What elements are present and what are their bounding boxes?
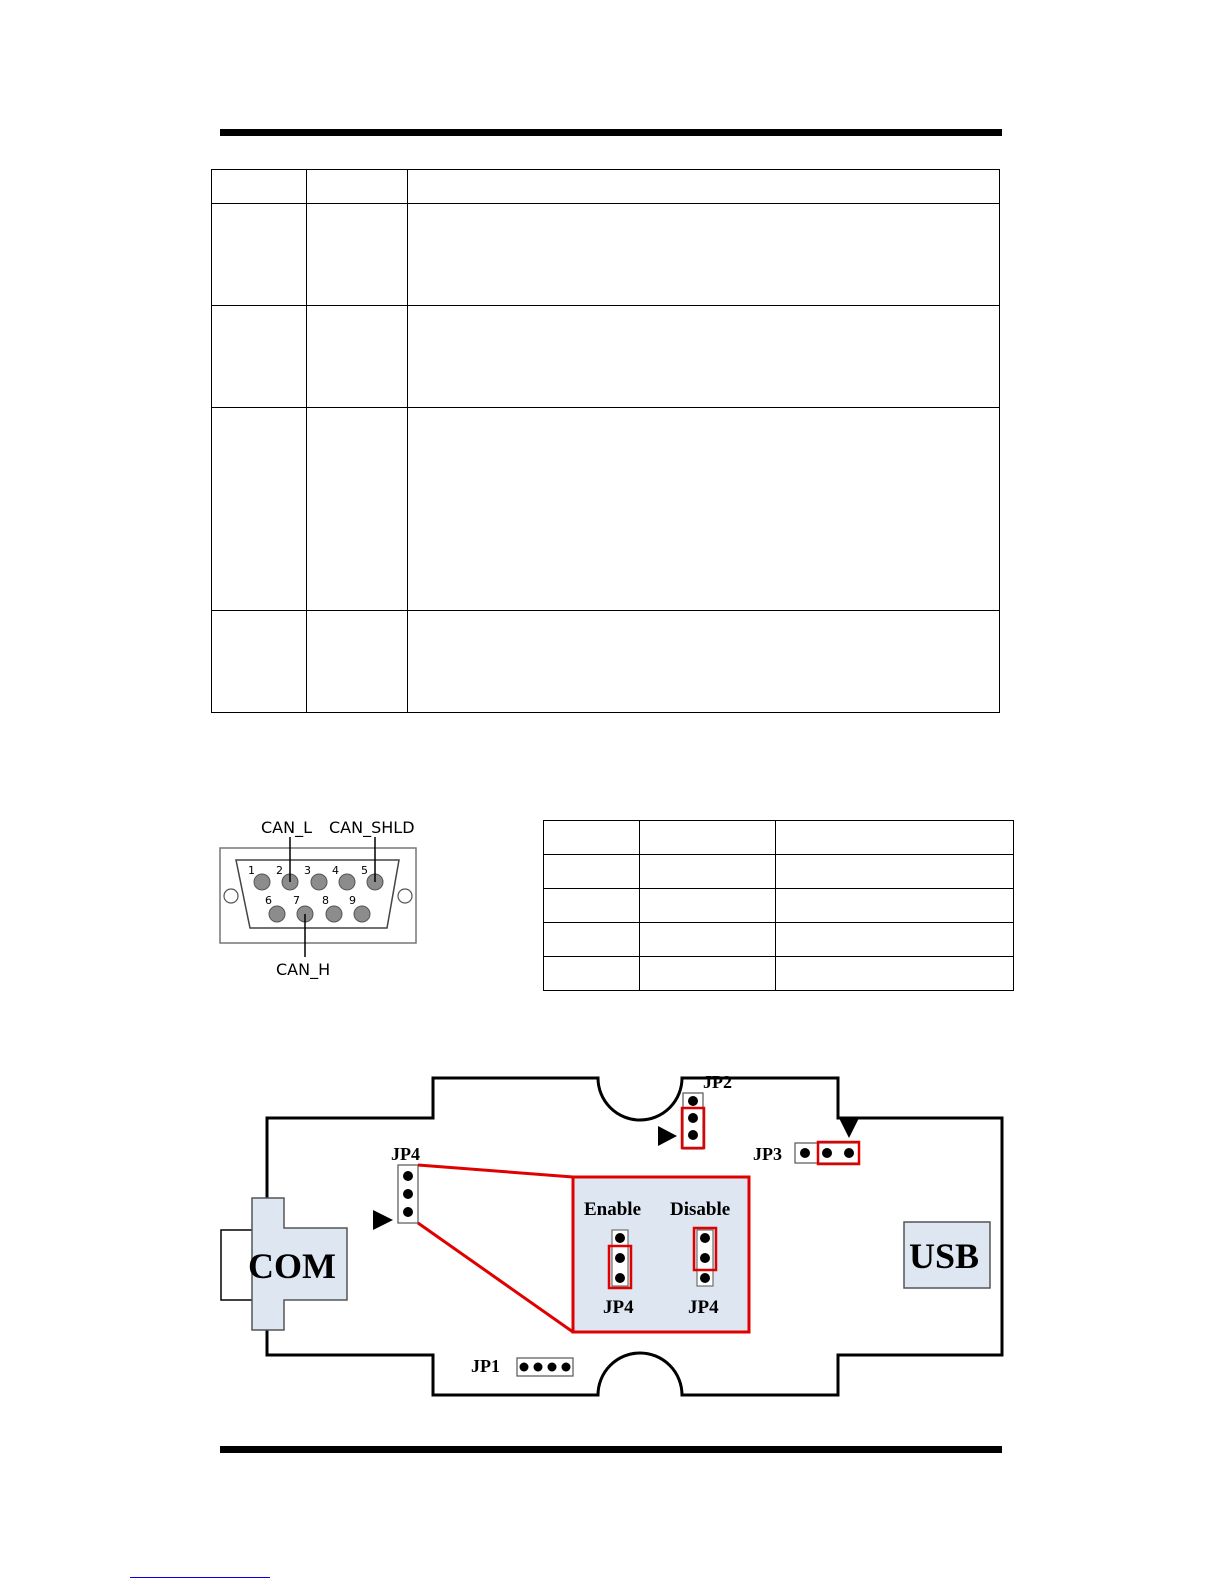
table-cell (544, 923, 640, 957)
pin-number: 6 (265, 894, 272, 907)
pin-4 (339, 874, 355, 890)
table-row (544, 855, 1014, 889)
pin-number: 4 (332, 864, 339, 877)
mounting-hole-left (224, 889, 238, 903)
jp1-label: JP1 (471, 1356, 500, 1376)
table-cell (776, 923, 1014, 957)
jp2-label: JP2 (703, 1072, 732, 1092)
table-header-row (544, 821, 1014, 855)
table-cell (544, 855, 640, 889)
pin-6 (269, 906, 285, 922)
table-cell (307, 306, 408, 408)
table-cell (408, 204, 1000, 306)
jp4-enable-caption: JP4 (603, 1297, 634, 1318)
disable-label: Disable (670, 1199, 731, 1220)
jp4-disable-caption: JP4 (688, 1297, 719, 1318)
pin-number: 7 (293, 894, 300, 907)
table-cell (640, 923, 776, 957)
footer-rule (220, 1446, 1002, 1453)
table-row (544, 923, 1014, 957)
jp2-pin (688, 1096, 698, 1106)
pin-8 (326, 906, 342, 922)
table-cell (544, 821, 640, 855)
jp3-pin (822, 1148, 832, 1158)
table-row (544, 889, 1014, 923)
jp4-disable-pin (700, 1233, 710, 1243)
pin-number: 9 (349, 894, 356, 907)
can-h-label: CAN_H (276, 960, 331, 979)
jp2-pin (688, 1130, 698, 1140)
pin-3 (311, 874, 327, 890)
table-cell (544, 957, 640, 991)
header-rule (220, 129, 1002, 136)
table-cell (307, 170, 408, 204)
table-cell (307, 611, 408, 713)
pin-number: 2 (276, 864, 283, 877)
pin-number: 5 (361, 864, 368, 877)
pin-number: 8 (322, 894, 329, 907)
jp4-pin (403, 1207, 413, 1217)
table-cell (776, 855, 1014, 889)
jp4-enable-pin (615, 1233, 625, 1243)
mounting-hole-right (398, 889, 412, 903)
usb-label: USB (909, 1236, 980, 1276)
pin-9 (354, 906, 370, 922)
table-cell (212, 170, 307, 204)
table-cell (212, 306, 307, 408)
table-row (212, 611, 1000, 713)
jp4-label: JP4 (391, 1144, 420, 1164)
jp2-pin (688, 1113, 698, 1123)
table-cell (408, 408, 1000, 611)
table-header-row (212, 170, 1000, 204)
table-cell (212, 611, 307, 713)
board-jumper-layout-diagram (215, 1060, 1005, 1425)
pin-number: 3 (304, 864, 311, 877)
jp4-pin (403, 1171, 413, 1181)
table-cell (640, 957, 776, 991)
pin-number: 1 (248, 864, 255, 877)
table-cell (776, 821, 1014, 855)
table-cell (408, 170, 1000, 204)
enable-label: Enable (584, 1199, 642, 1220)
table-cell (776, 889, 1014, 923)
jp3-pin (844, 1148, 854, 1158)
jp4-disable-pin (700, 1273, 710, 1283)
jp3-label: JP3 (753, 1144, 782, 1164)
jp4-enable-pin (615, 1273, 625, 1283)
table-cell (307, 204, 408, 306)
can-shld-label: CAN_SHLD (329, 818, 415, 837)
jp4-disable-pin (700, 1253, 710, 1263)
table-cell (307, 408, 408, 611)
table-cell (408, 611, 1000, 713)
jumper-settings-table (211, 169, 1000, 713)
table-cell (544, 889, 640, 923)
jp1-pin (548, 1363, 557, 1372)
jp1-pin (534, 1363, 543, 1372)
table-row (212, 204, 1000, 306)
table-cell (640, 855, 776, 889)
footer-link-underline[interactable] (130, 1577, 270, 1578)
com-label: COM (248, 1246, 336, 1286)
table-cell (408, 306, 1000, 408)
table-row (212, 306, 1000, 408)
jp3-pin (800, 1148, 810, 1158)
jp1-pin (520, 1363, 529, 1372)
table-cell (212, 204, 307, 306)
pin-assignment-table (543, 820, 1014, 991)
table-row (212, 408, 1000, 611)
table-cell (640, 821, 776, 855)
jp4-pin (403, 1189, 413, 1199)
table-cell (776, 957, 1014, 991)
table-row (544, 957, 1014, 991)
table-cell (212, 408, 307, 611)
can-l-label: CAN_L (261, 818, 312, 837)
pin-1 (254, 874, 270, 890)
jp1-pin (562, 1363, 571, 1372)
db9-connector-diagram (210, 815, 440, 985)
jp4-enable-pin (615, 1253, 625, 1263)
table-cell (640, 889, 776, 923)
